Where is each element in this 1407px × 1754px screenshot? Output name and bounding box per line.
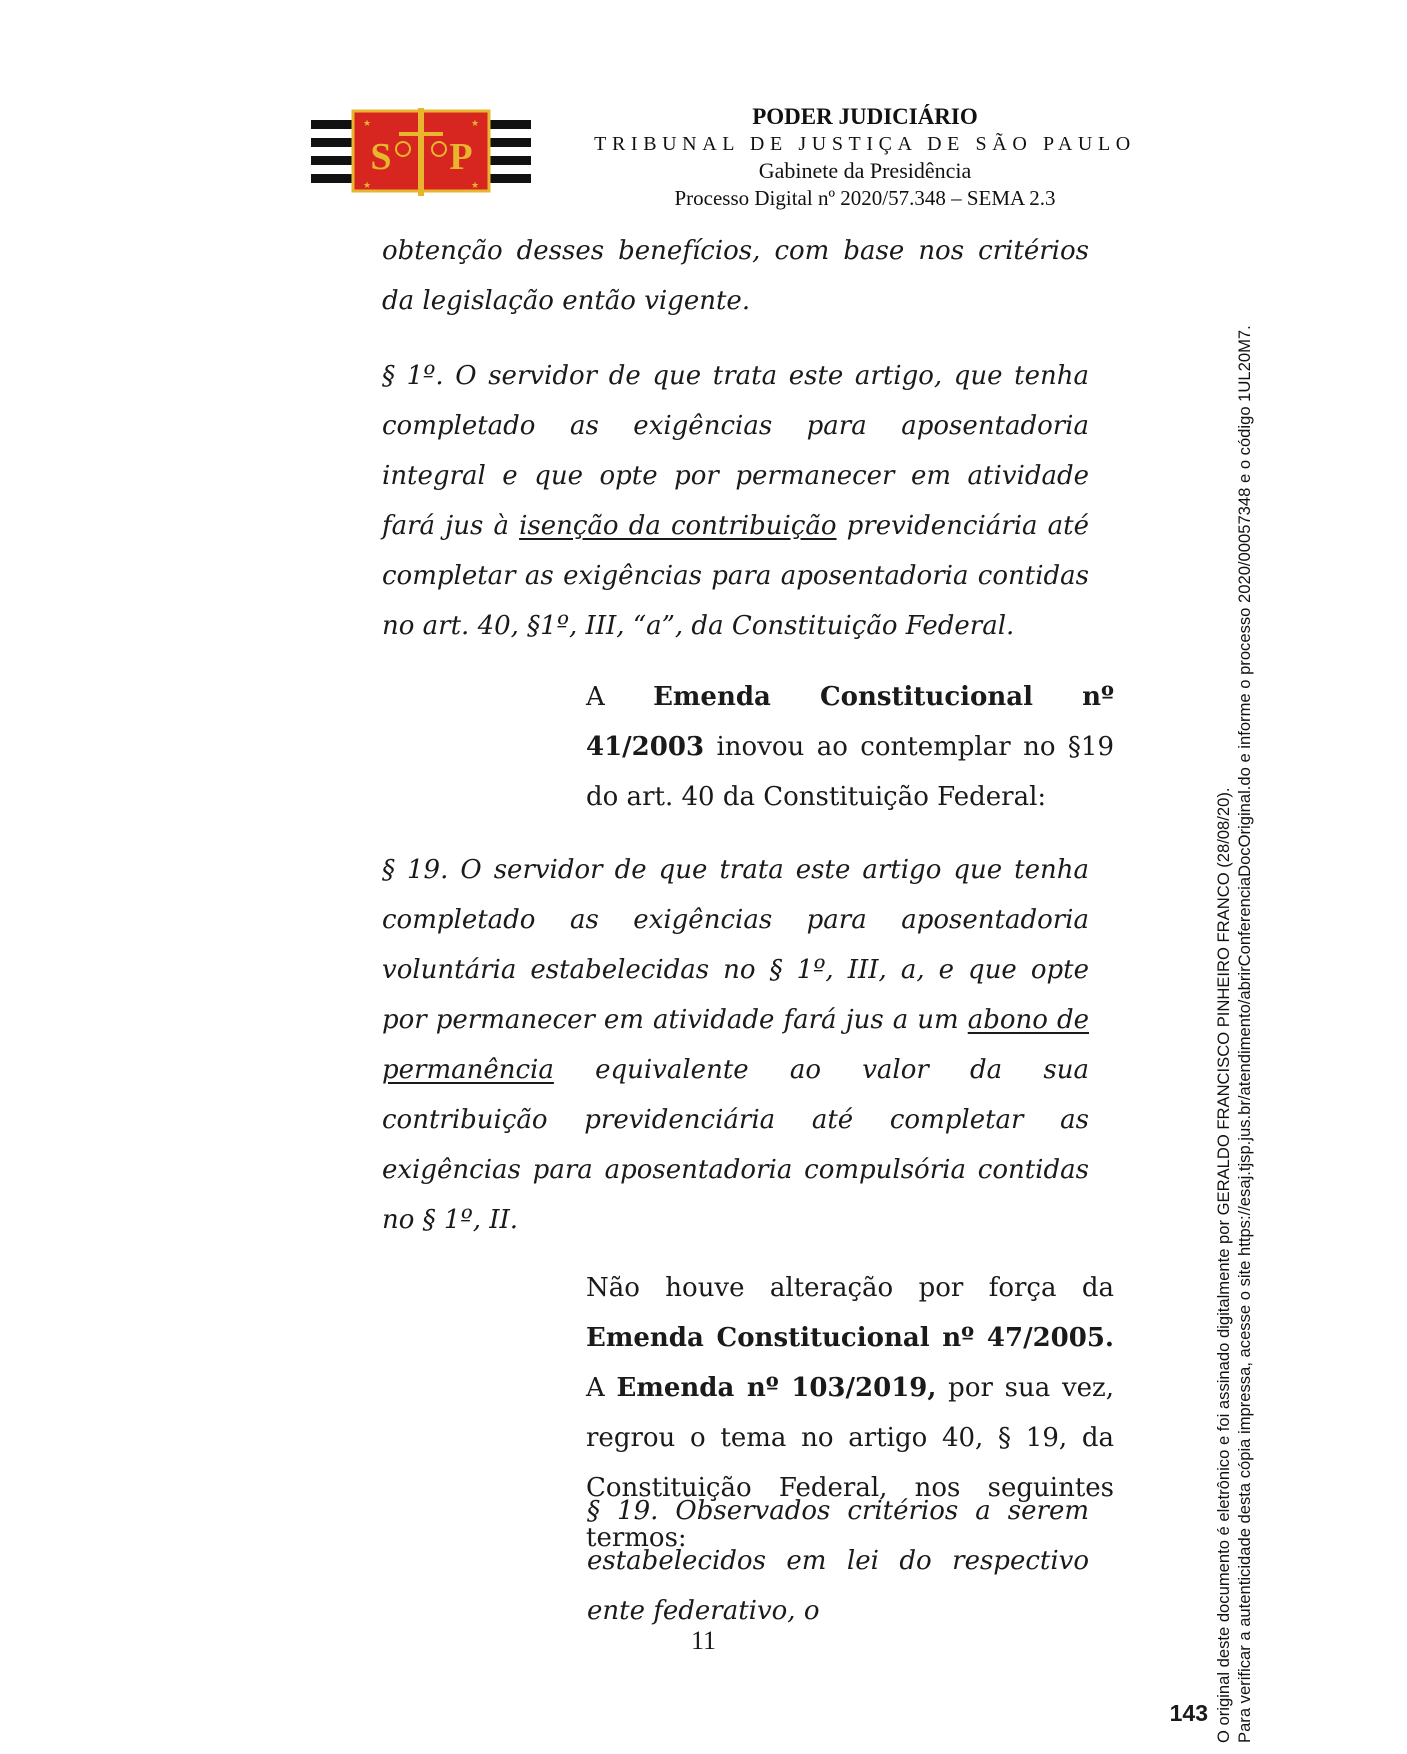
paragraph-text: inovou ao contemplar no §19 do art. 40 da Constituição Federal: — [586, 732, 1114, 812]
bold-emenda-47: Emenda Constitucional nº 47/2005. — [586, 1323, 1114, 1353]
seal-letter-p: P — [449, 136, 473, 178]
paragraph-text: por sua vez, regrou o tema no artigo 40, § 19, da Constituição Federal, nos seguintes termos: — [586, 1373, 1114, 1553]
paragraph-emenda-41 — [294, 672, 1114, 822]
paragraph-text: A — [586, 1373, 617, 1403]
seal-letter-s: S — [370, 136, 392, 178]
stamp-line-2: Para verificar a autenticidade desta cópia impressa, acesse o site https://esaj.tjsp.jus.br/atendimento/abrirConferenciaDocOriginal.do e informe o processo 2020/00057348 e o código 1UL20M7. — [1235, 325, 1254, 1743]
svg-text:★: ★ — [363, 181, 372, 191]
bold-emenda-41: Emenda Constitucional nº 41/2003 — [586, 682, 1114, 762]
svg-text:★: ★ — [471, 119, 480, 129]
bold-emenda-103: Emenda nº 103/2019, — [616, 1373, 937, 1403]
svg-text:★: ★ — [471, 181, 480, 191]
underlined-isencao: isenção da contribuição — [519, 511, 837, 541]
quote-text: § 19. O servidor de que trata este artigo que tenha completado as exigências para aposentadoria voluntária estabelecidas no § 1º, III, a, e que opte por permanecer em atividade fará jus a um — [382, 855, 1089, 1035]
sheet-number: 143 — [1169, 1700, 1208, 1726]
tjsp-logo — [311, 104, 531, 200]
quote-paragraph-19 — [382, 845, 1089, 1245]
svg-text:★: ★ — [363, 119, 372, 129]
quote-paragraph-19-new: § 19. Observados critérios a serem estabelecidos em lei do respectivo ente federativo, o — [587, 1496, 1089, 1626]
header-poder-judiciario: PODER JUDICIÁRIO — [752, 104, 978, 129]
paragraph-text: Não houve alteração por força da — [586, 1273, 1114, 1303]
underlined-abono: abono de permanência — [382, 1005, 1089, 1085]
paragraph-text: A — [586, 682, 654, 712]
header-tribunal: TRIBUNAL DE JUSTIÇA DE SÃO PAULO — [594, 133, 1136, 155]
stamp-line-1: O original deste documento é eletrônico e foi assinado digitalmente por GERALDO FRANCISCO PINHEIRO FRANCO (28/08/20). — [1214, 787, 1233, 1743]
signature-stamp — [1213, 271, 1255, 1743]
page-number: 11 — [690, 1626, 717, 1655]
quote-text: § 1º. O servidor de que trata este artigo, que tenha completado as exigências para aposentadoria integral e que opte por permanecer em atividade fará jus à — [382, 361, 1089, 541]
header-gabinete: Gabinete da Presidência — [758, 158, 972, 183]
quote-text: previdenciária até completar as exigências para aposentadoria contidas no art. 40, §1º, III, “a”, da Constituição Federal. — [382, 511, 1089, 641]
header-processo: Processo Digital nº 2020/57.348 – SEMA 2.3 — [674, 186, 1056, 210]
tjsp-seal-icon — [311, 104, 531, 200]
quote-continuation: obtenção desses benefícios, com base nos critérios da legislação então vigente. — [382, 236, 1089, 316]
quote-paragraph-1 — [382, 351, 1089, 651]
quote-text: equivalente ao valor da sua contribuição previdenciária até completar as exigências para aposentadoria compulsória contidas no § 1º, II. — [382, 1055, 1089, 1235]
